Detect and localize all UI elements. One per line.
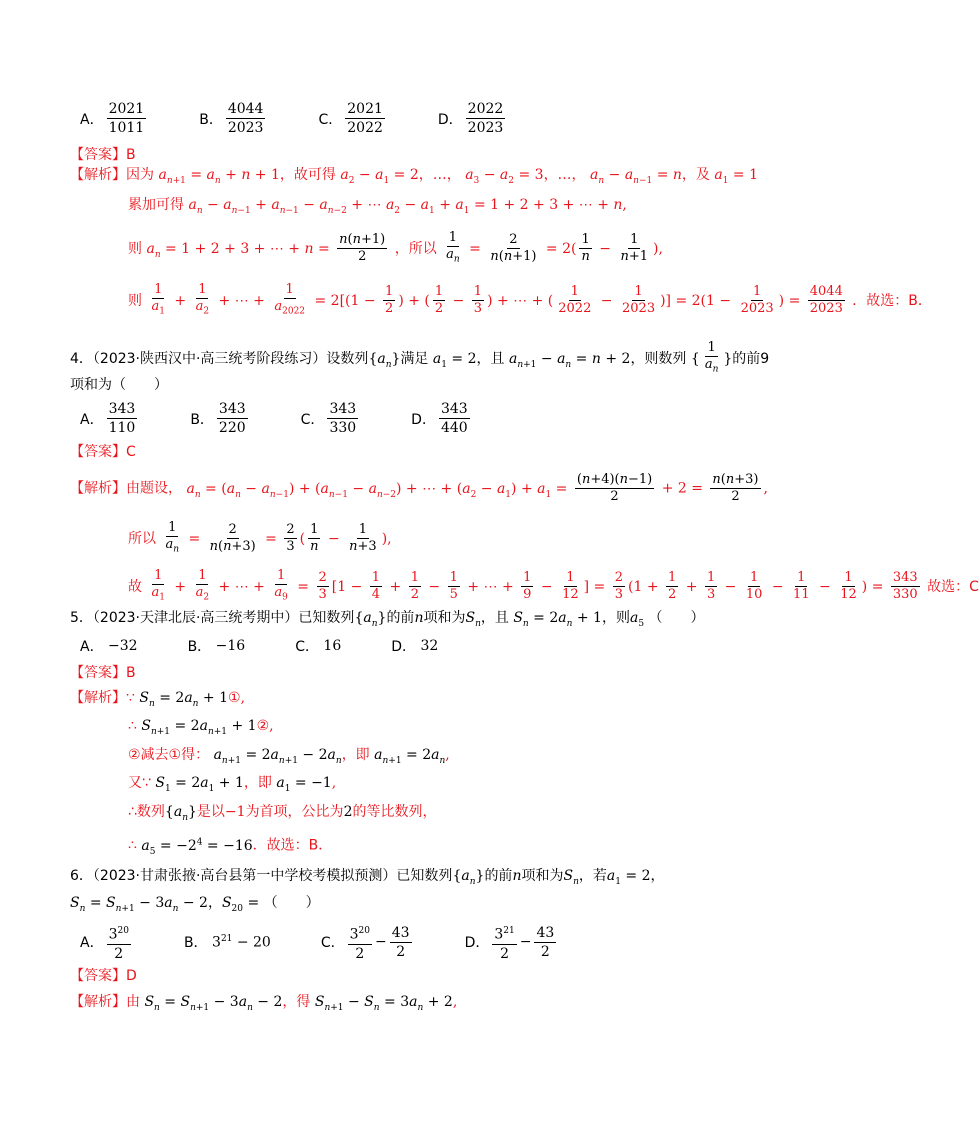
q3-analysis-line-4: 则 $\frac{1}{a_1}$ + $\frac{1}{a_2}$ + ⋯ + $\frac{1}{a_{2022}}$ = 2[(1 − $\frac{1}{2}$ ) + ( $\frac{1}{2}$ − $\frac{1}{3}$ ) + ⋯ + ( $\frac{1}{2022}$ − $\frac{1}{2023}$ )] = 2(1 − $\frac{1}{2023}$ ) = $\frac{4044}{2023}$ ．故选：B． (128, 282, 932, 317)
q3-analysis-line-2: 累加可得 $a_n - a_{n-1} + a_{n-1} - a_{n-2}$ + ⋯ $a_2 - a_1 + a_1 = 1 + 2 + 3$ + ⋯ + n, (128, 197, 627, 216)
q6-option-b: B． $3^{21} - 20$ (183, 934, 271, 952)
q5-analysis-line-5: ∴数列$\{a_n\}$是以−1为首项，公比为2的等比数列， (128, 804, 437, 823)
q3-option-b: B． $\frac{4044}{2023}$ (199, 101, 264, 136)
q5-answer: 【答案】B (70, 665, 136, 681)
q4-analysis-line-1: 【解析】由题设， $a_n = (a_n - a_{n-1}) + (a_{n-1} - a_{n-2})$ + ⋯ + $(a_2 - a_1) + a_1$ = $\frac{(n+4)(n-1)}{2}$ + 2 = $\frac{n(n+3)}{2}$ , (70, 472, 768, 504)
q6-stem-line-1: 6．（2023·甘肃张掖·高台县第一中学校考模拟预测）已知数列$\{a_n\}$的前n项和为$S_n$，若$a_1 = 2$， (70, 868, 665, 887)
q5-analysis-line-3: ②减去①得： $a_{n+1} = 2a_{n+1} - 2a_n$，即 $a_{n+1} = 2a_n$, (128, 747, 450, 766)
q6-stem-line-2: $S_n = S_{n+1} - 3a_n - 2$，$S_{20}$ = （ ） (70, 895, 320, 914)
q5-analysis-line-1: 【解析】∵ $S_n = 2a_n$ + 1①, (70, 690, 246, 709)
q3-options (80, 100, 558, 137)
q5-analysis-line-4: 又∵ $S_1 = 2a_1 + 1$，即 $a_1 = -1$, (128, 775, 337, 794)
q5-option-d: D． 32 (391, 638, 439, 655)
q4-option-a: A． $\frac{343}{110}$ (80, 401, 136, 436)
q5-analysis-line-2: ∴ $S_{n+1} = 2a_{n+1}$ + 1②, (128, 718, 274, 737)
q3-answer: 【答案】B (70, 147, 136, 163)
q6-answer: 【答案】D (70, 968, 137, 984)
q3-analysis-line-3: 则 $a_n = 1 + 2 + 3$ + ⋯ + n = $\frac{n(n+1)}{2}$ ，所以 $\frac{1}{a_n}$ = $\frac{2}{n(n+1)}$ = 2( $\frac{1}{n}$ − $\frac{1}{n+1}$ ), (128, 230, 663, 265)
q5-analysis-line-6: ∴ $a_5 = -2^4 = -16$．故选：B． (128, 837, 333, 857)
q6-options (80, 922, 609, 963)
q5-option-c: C． 16 (295, 638, 342, 655)
q3-option-a: A． $\frac{2021}{1011}$ (80, 101, 145, 136)
q4-option-b: B． $\frac{343}{220}$ (190, 401, 246, 436)
q4-option-d: D． $\frac{343}{440}$ (411, 401, 468, 436)
q6-analysis-line-1: 【解析】由 $S_n = S_{n+1} - 3a_n - 2$，得 $S_{n+1} - S_n = 3a_n + 2$, (70, 994, 458, 1013)
q4-option-c: C． $\frac{343}{330}$ (300, 401, 357, 436)
q5-option-a: A． −32 (80, 638, 138, 655)
q4-stem-line-2: 项和为（ ） (70, 377, 168, 393)
q3-analysis-line-1: 【解析】因为 $a_{n+1} = a_n + n + 1$，故可得 $a_2 - a_1 = 2$，…， $a_3 - a_2 = 3$，…， $a_n - a_{n-1} = n$，及 $a_1 = 1$ (70, 167, 759, 186)
q5-option-b: B． −16 (187, 638, 246, 655)
q5-stem: 5．（2023·天津北辰·高三统考期中）已知数列$\{a_n\}$的前n项和为$S_n$，且 $S_n = 2a_n + 1$，则$a_5$ （ ） (70, 610, 705, 629)
q6-option-a: A． $\frac{3^{20}}{2}$ (80, 922, 134, 963)
q4-answer: 【答案】C (70, 444, 136, 460)
q3-option-d: D． $\frac{2022}{2023}$ (437, 101, 504, 136)
q6-option-c: C． $\frac{3^{20}}{2}$ − $\frac{43}{2}$ (321, 922, 415, 963)
q6-option-d: D． $\frac{3^{21}}{2}$ − $\frac{43}{2}$ (465, 922, 560, 963)
q4-analysis-line-2: 所以 $\frac{1}{a_n}$ = $\frac{2}{n(n+3)}$ = $\frac{2}{3}$ ( $\frac{1}{n}$ − $\frac{1}{n+3}$ ), (128, 520, 392, 555)
q3-option-c: C． $\frac{2021}{2022}$ (318, 101, 383, 136)
q4-options (80, 400, 523, 437)
q4-analysis-line-3: 故 $\frac{1}{a_1}$ + $\frac{1}{a_2}$ + ⋯ + $\frac{1}{a_9}$ = $\frac{2}{3}$ [1 − $\frac{1}{4}$ + $\frac{1}{2}$ − $\frac{1}{5}$ + ⋯ + $\frac{1}{9}$ − $\frac{1}{12}$ ] = $\frac{2}{3}$ (1 + $\frac{1}{2}$ + $\frac{1}{3}$ − $\frac{1}{10}$ − $\frac{1}{11}$ − $\frac{1}{12}$ ) = $\frac{343}{330}$ 故选：C (128, 568, 979, 603)
q4-stem-line-1: 4．（2023·陕西汉中·高三统考阶段练习）设数列$\{a_n\}$满足 $a_1 = 2$，且 $a_{n+1} - a_n = n + 2$，则数列 { $\frac{1}{a_n}$ }的前9 (70, 340, 770, 375)
q5-options (80, 636, 488, 656)
